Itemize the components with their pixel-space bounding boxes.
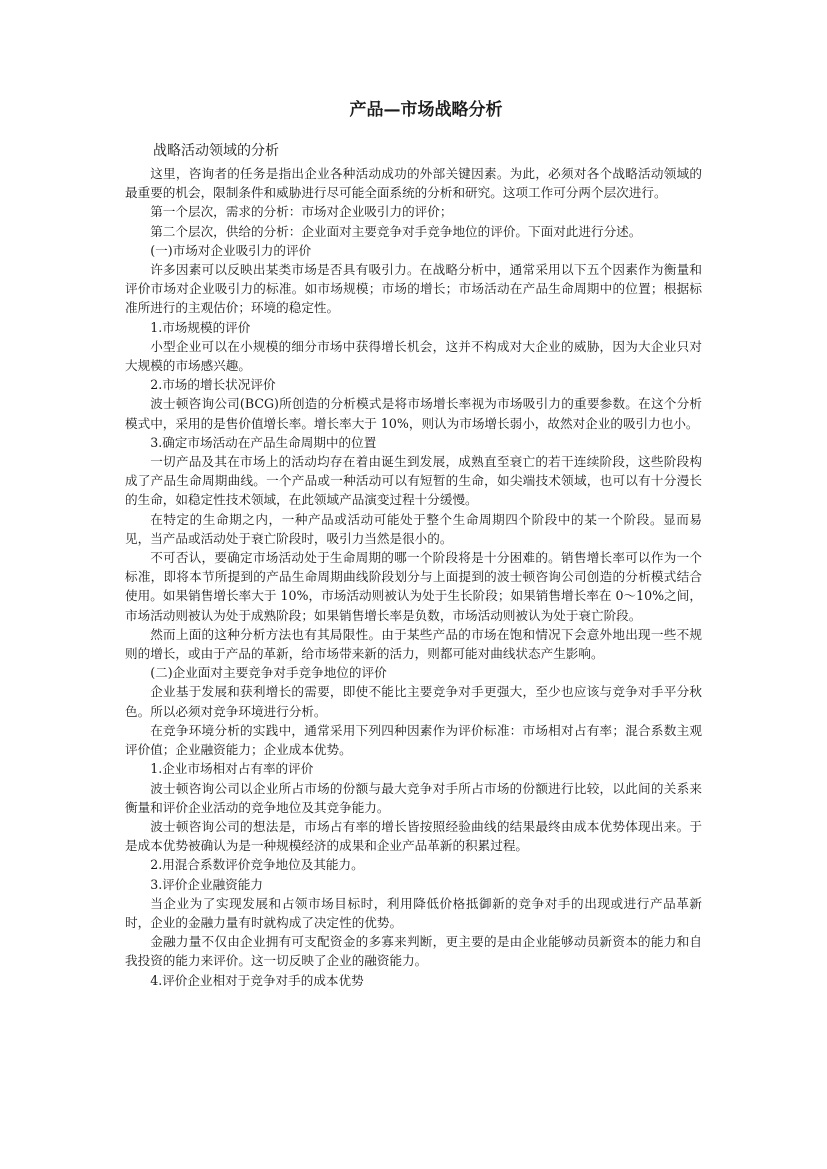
document-body [125, 164, 702, 990]
paragraph: 第一个层次，需求的分析：市场对企业吸引力的评价； [150, 204, 453, 220]
subheading: (一)市场对企业吸引力的评价 [150, 242, 312, 258]
document-title: 产品—市场战略分析 [349, 100, 503, 120]
paragraph: 在竞争环境分析的实践中，通常采用下列四种因素作为评价标准：市场相对占有率；混合系数主观评价值；企业融资能力；企业成本优势。 [125, 722, 702, 758]
paragraph: 波士顿咨询公司以企业所占市场的份额与最大竞争对手所占市场的份额进行比较，以此间的关系来衡量和评价企业活动的竞争地位及其竞争能力。 [125, 780, 702, 815]
subheading: 2.市场的增长状况评价 [150, 377, 276, 393]
paragraph: 当企业为了实现发展和占领市场目标时，利用降低价格抵御新的竞争对手的出现或进行产品革新时，企业的金融力量有时就构成了决定性的优势。 [125, 895, 702, 930]
subheading: 4.评价企业相对于竞争对手的成本优势 [150, 972, 364, 988]
paragraph: 波士顿咨询公司的想法是，市场占有率的增长皆按照经验曲线的结果最终由成本优势体现出来。于是成本优势被确认为是一种规模经济的成果和企业产品革新的积累过程。 [125, 818, 702, 854]
paragraph: 一切产品及其在市场上的活动均存在着由诞生到发展，成熟直至衰亡的若干连续阶段，这些阶段构成了产品生命周期曲线。一个产品或一种活动可以有短暂的生命，如尖端技术领域，也可以有十分漫长的生命，如稳定性技术领域，在此领域产品演变过程十分缓慢。 [125, 454, 702, 508]
paragraph: 然而上面的这种分析方法也有其局限性。由于某些产品的市场在饱和情况下会意外地出现一些不规则的增长，或由于产品的革新，给市场带来新的活力，则都可能对曲线状态产生影响。 [125, 626, 702, 662]
paragraph: 企业基于发展和获利增长的需要，即使不能比主要竞争对手更强大，至少也应该与竞争对手平分秋色。所以必须对竞争环境进行分析。 [125, 684, 702, 719]
paragraph: 金融力量不仅由企业拥有可支配资金的多寡来判断，更主要的是由企业能够动员新资本的能力和自我投资的能力来评价。这一切反映了企业的融资能力。 [125, 934, 702, 969]
paragraph: 波士顿咨询公司(BCG)所创造的分析模式是将市场增长率视为市场吸引力的重要参数。在这个分析模式中，采用的是售价值增长率。增长率大于 10%，则认为市场增长弱小，故然对企业的吸引力也小。 [125, 396, 702, 431]
subheading: 1.企业市场相对占有率的评价 [150, 761, 314, 777]
paragraph: 这里，咨询者的任务是指出企业各种活动成功的外部关键因素。为此，必须对各个战略活动领域的最重要的机会，限制条件和威胁进行尽可能全面系统的分析和研究。这项工作可分两个层次进行。 [125, 166, 702, 201]
document-page [125, 98, 702, 990]
paragraph: 小型企业可以在小规模的细分市场中获得增长机会，这并不构成对大企业的威胁，因为大企业只对大规模的市场感兴趣。 [125, 338, 702, 374]
paragraph: 第二个层次，供给的分析：企业面对主要竞争对手竞争地位的评价。下面对此进行分述。 [150, 223, 642, 239]
paragraph: 不可否认，要确定市场活动处于生命周期的哪一个阶段将是十分困难的。销售增长率可以作为一个标准，即将本节所提到的产品生命周期曲线阶段划分与上面提到的波士顿咨询公司创造的分析模式结合使用。如果销售增长率大于 10%，市场活动则被认为处于生长阶段；如果销售增长率在 0～10%之间，市场活动则被认为处于成熟阶段；如果销售增长率是负数，市场活动则被认为处于衰亡阶段。 [125, 550, 702, 623]
subheading: 3.评价企业融资能力 [150, 876, 263, 892]
subheading: 2.用混合系数评价竞争地位及其能力。 [150, 857, 364, 873]
subheading: (二)企业面对主要竞争对手竞争地位的评价 [150, 665, 387, 681]
paragraph: 许多因素可以反映出某类市场是否具有吸引力。在战略分析中，通常采用以下五个因素作为衡量和评价市场对企业吸引力的标准。如市场规模；市场的增长；市场活动在产品生命周期中的位置；根据标准所进行的主观估价；环境的稳定性。 [125, 262, 702, 316]
section-heading: 战略活动领域的分析 [153, 143, 279, 159]
subheading: 3.确定市场活动在产品生命周期中的位置 [150, 434, 377, 450]
paragraph: 在特定的生命期之内，一种产品或活动可能处于整个生命周期四个阶段中的某一个阶段。显而易见，当产品或活动处于衰亡阶段时，吸引力当然是很小的。 [125, 511, 702, 546]
subheading: 1.市场规模的评价 [150, 319, 251, 335]
